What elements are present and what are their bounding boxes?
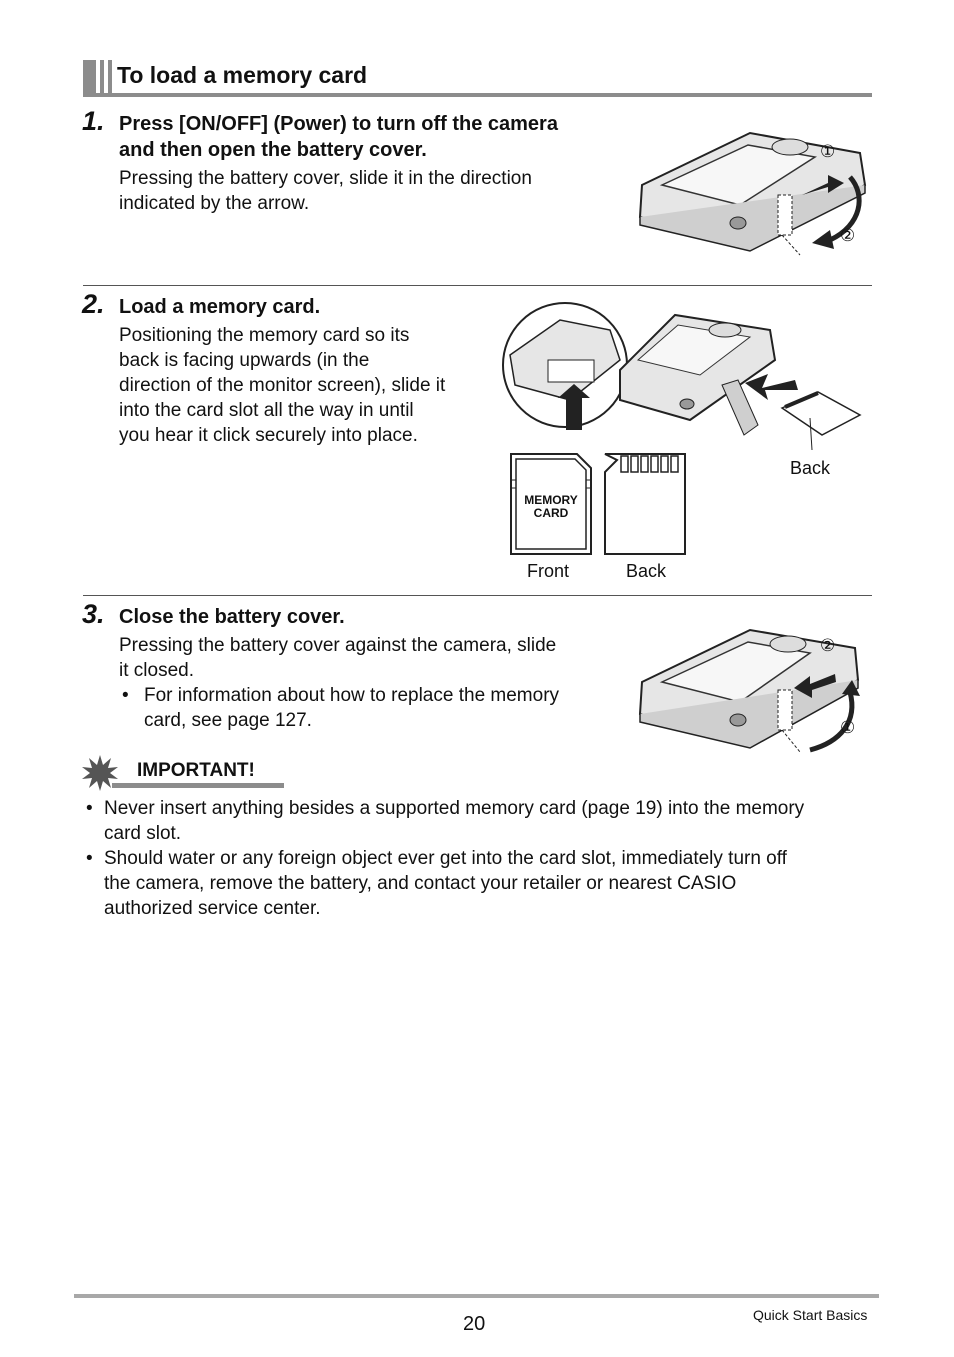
important-bullet-2-line-3: authorized service center. — [104, 898, 321, 919]
step-3-bullet — [122, 683, 622, 733]
step-3-bullet-line-1: For information about how to replace the memory — [144, 685, 560, 706]
memory-card-back-icon — [603, 452, 687, 556]
bullet-dot: • — [122, 685, 129, 706]
card-back-callout: Back — [790, 458, 831, 478]
important-bullet-2-line-2: the camera, remove the battery, and contact your retailer or nearest CASIO — [104, 873, 737, 894]
step-1-marker-2: ② — [840, 226, 856, 245]
bullet-dot: • — [86, 798, 93, 819]
section-title: To load a memory card — [117, 62, 368, 88]
bullet-dot: • — [86, 848, 93, 869]
footer-section-name: Quick Start Basics — [753, 1307, 868, 1323]
step-3-marker-2: ② — [820, 636, 836, 655]
step-1-title-line-1: Press [ON/OFF] (Power) to turn off the camera — [119, 113, 558, 135]
step-1-body-line-1: Pressing the battery cover, slide it in the direction — [119, 168, 532, 189]
memory-card-label-line-2: CARD — [533, 506, 569, 520]
important-bullet-2 — [86, 846, 886, 922]
important-bullet-1-line-1: Never insert anything besides a supported memory card (page 19) into the memory — [104, 798, 805, 819]
step-divider — [83, 595, 872, 596]
card-back-label: Back — [626, 561, 667, 581]
step-3-number: 3. — [82, 599, 105, 629]
card-front-label: Front — [527, 561, 570, 581]
step-2-body-line-3: direction of the monitor screen), slide it — [119, 375, 446, 396]
step-3-body-line-1: Pressing the battery cover against the camera, slide — [119, 635, 557, 656]
page-number: 20 — [463, 1313, 486, 1335]
step-divider — [83, 285, 872, 286]
step-1-marker-1: ① — [820, 142, 836, 161]
heading-decoration — [83, 60, 113, 96]
step-2-number: 2. — [82, 289, 105, 319]
step-1-number: 1. — [82, 106, 105, 136]
important-bullet-1 — [86, 796, 886, 846]
step-3-marker-1: ① — [840, 718, 856, 737]
step-2-body-line-2: back is facing upwards (in the — [119, 350, 370, 371]
footer-rule — [74, 1294, 879, 1298]
memory-card-label — [509, 494, 593, 520]
important-bullet-1-line-2: card slot. — [104, 823, 182, 844]
heading-rule — [83, 93, 872, 97]
step-2-title: Load a memory card. — [119, 296, 321, 318]
step-2-body-line-5: you hear it click securely into place. — [119, 425, 418, 446]
important-bullet-2-line-1: Should water or any foreign object ever get into the card slot, immediately turn off — [104, 848, 787, 869]
camera-insert-card-illustration — [500, 300, 870, 450]
step-3-bullet-line-2: card, see page 127. — [144, 710, 312, 731]
step-3-body-line-2: it closed. — [119, 660, 194, 681]
step-1-body-line-2: indicated by the arrow. — [119, 193, 310, 214]
step-2-body-line-1: Positioning the memory card so its — [119, 325, 410, 346]
important-rule — [112, 783, 284, 788]
step-3-title: Close the battery cover. — [119, 606, 345, 628]
step-1-title-line-2: and then open the battery cover. — [119, 139, 427, 161]
memory-card-label-line-1: MEMORY — [524, 493, 578, 507]
step-2-body-line-4: into the card slot all the way in until — [119, 400, 414, 421]
important-title: IMPORTANT! — [137, 760, 255, 781]
